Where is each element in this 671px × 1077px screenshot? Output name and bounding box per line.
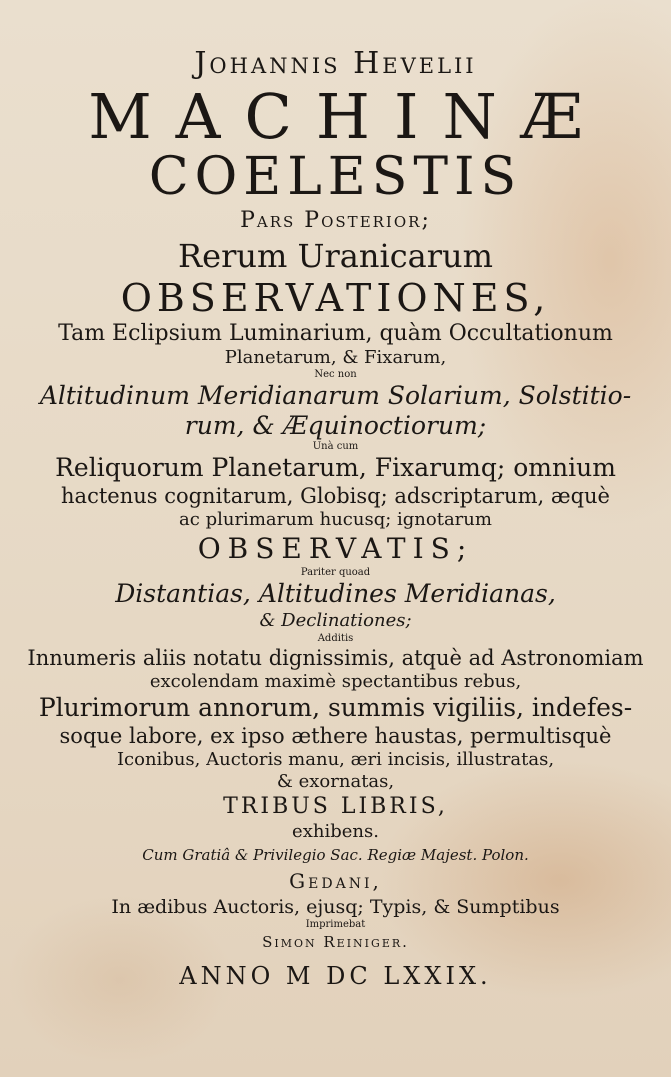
text-altitudinum: Altitudinum Meridianarum Solarium, Solstitio- (39, 381, 632, 410)
text-aequinoctiorum: rum, & Æquinoctiorum; (184, 411, 487, 440)
text-reliquorum: Reliquorum Planetarum, Fixarumq; omnium (55, 453, 616, 482)
part-designation: Pars Posterior; (240, 208, 431, 233)
text-innumeris: Innumeris aliis notatu dignissimis, atquè ad Astronomiam (27, 646, 644, 670)
text-tam-eclipsium: Tam Eclipsium Luminarium, quàm Occultationum (58, 321, 613, 346)
text-distantias: Distantias, Altitudines Meridianas, (115, 579, 556, 608)
text-nec-non: Nec non (314, 369, 357, 380)
text-ac-plurimarum: ac plurimarum hucusq; ignotarum (179, 509, 492, 530)
subtitle-rerum: Rerum Uranicarum (178, 237, 493, 275)
text-year: ANNO M DC LXXIX. (179, 962, 492, 990)
text-privilegio: Cum Gratiâ & Privilegio Sac. Regiæ Majest. Polon. (142, 846, 529, 864)
title-machinae: MACHINÆ (88, 80, 607, 153)
text-soque: soque labore, ex ipso æthere haustas, permultisquè (59, 724, 612, 748)
text-declinationes: & Declinationes; (259, 610, 412, 631)
text-excolendam: excolendam maximè spectantibus rebus, (149, 671, 522, 692)
subtitle-observationes: OBSERVATIONES, (120, 276, 551, 320)
text-hactenus: hactenus cognitarum, Globisq; adscriptarum, æquè (61, 484, 610, 508)
text-una-cum: Unà cum (312, 441, 359, 452)
author-name: Johannis Hevelii (194, 46, 477, 81)
text-printer-name: Simon Reiniger. (262, 933, 409, 951)
text-planetarum: Planetarum, & Fixarum, (224, 347, 447, 368)
text-additis: Additis (317, 633, 354, 644)
text-plurimorum: Plurimorum annorum, summis vigiliis, indefes- (38, 693, 633, 722)
text-in-aedibus: In ædibus Auctoris, ejusq; Typis, & Sumptibus (111, 896, 560, 918)
text-observatis: OBSERVATIS; (197, 532, 474, 565)
text-exornatas: & exornatas, (276, 771, 395, 792)
text-tribus-libris: TRIBUS LIBRIS, (223, 794, 448, 819)
text-gedani: Gedani, (289, 869, 382, 893)
text-pariter: Pariter quoad (300, 567, 371, 578)
text-imprimebat: Imprimebat (305, 919, 366, 930)
text-exhibens: exhibens. (292, 821, 379, 842)
title-coelestis: COELESTIS (148, 147, 523, 207)
text-iconibus: Iconibus, Auctoris manu, æri incisis, illustratas, (116, 749, 555, 770)
